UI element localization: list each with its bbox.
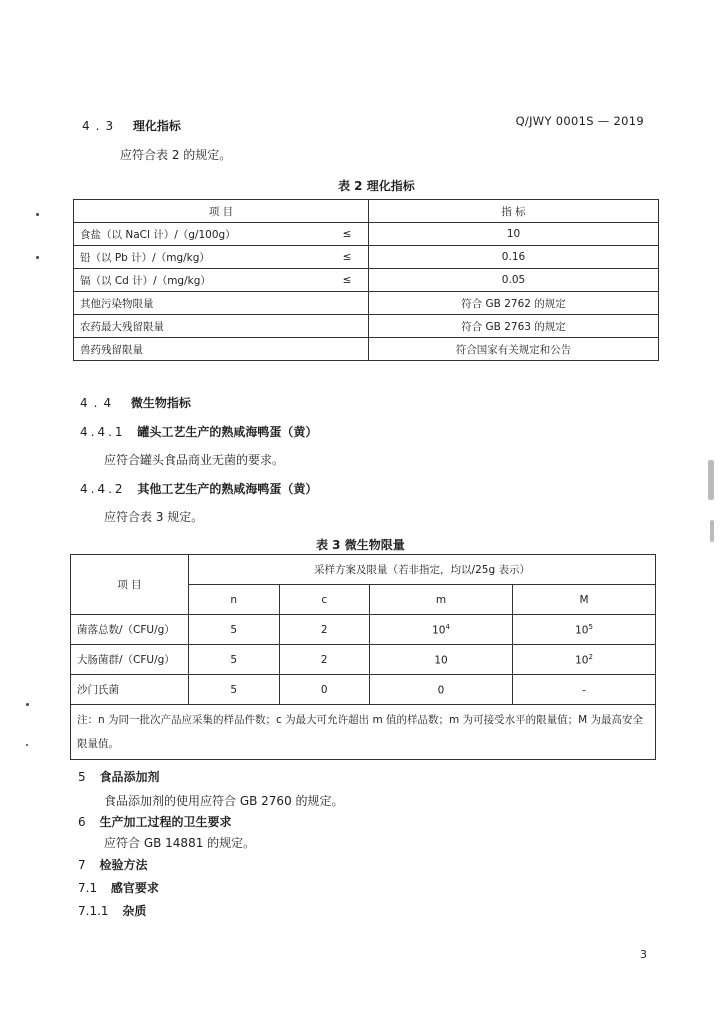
col-n: n <box>189 585 280 615</box>
section-7-1-1-heading <box>78 902 146 919</box>
section-number: 4.4 <box>80 396 118 410</box>
row-value: 0.05 <box>369 269 659 292</box>
row-op: ≤ <box>326 223 369 246</box>
M-exponent: 2 <box>588 652 593 661</box>
header-item: 项 目 <box>74 200 369 223</box>
section-title: 检验方法 <box>99 858 148 872</box>
section-4-3-body: 应符合表 2 的规定。 <box>120 148 232 162</box>
row-item: 其他污染物限量 <box>74 292 327 315</box>
row-c: 2 <box>279 615 370 645</box>
section-7-heading <box>78 856 147 873</box>
row-item: 镉（以 Cd 计）/（mg/kg） <box>74 269 327 292</box>
m-base: 0 <box>437 684 445 697</box>
row-m <box>370 675 513 705</box>
row-M <box>513 615 656 645</box>
table-header-row <box>71 555 656 585</box>
section-title: 微生物指标 <box>130 396 191 410</box>
table-row <box>74 269 659 292</box>
section-4-3-heading <box>82 117 181 134</box>
row-item: 食盐（以 NaCl 计）/（g/100g） <box>74 223 327 246</box>
section-title: 其他工艺生产的熟咸海鸭蛋（黄） <box>137 482 318 496</box>
section-6-body: 应符合 GB 14881 的规定。 <box>104 836 256 850</box>
row-op: ≤ <box>326 246 369 269</box>
table3-microbial-limits <box>70 554 656 760</box>
section-title: 生产加工过程的卫生要求 <box>99 815 232 829</box>
col-c: c <box>279 585 370 615</box>
row-c: 0 <box>279 675 370 705</box>
row-M <box>513 675 656 705</box>
table-note-row <box>71 705 656 760</box>
section-4-4-2-body: 应符合表 3 规定。 <box>104 510 204 524</box>
M-base: 10 <box>575 654 589 667</box>
scan-speck <box>36 256 39 259</box>
row-value: 符合 GB 2762 的规定 <box>369 292 659 315</box>
scan-speck <box>26 744 28 746</box>
row-item: 铅（以 Pb 计）/（mg/kg） <box>74 246 327 269</box>
header-item: 项 目 <box>71 555 189 615</box>
section-7-1-heading <box>78 879 159 896</box>
section-5-heading <box>78 768 159 785</box>
row-op <box>326 315 369 338</box>
col-m: m <box>370 585 513 615</box>
row-item: 沙门氏菌 <box>71 675 189 705</box>
table2-physicochemical <box>73 199 659 361</box>
section-title: 杂质 <box>122 904 147 918</box>
m-base: 10 <box>434 654 448 667</box>
M-exponent: 5 <box>588 622 593 631</box>
row-value: 0.16 <box>369 246 659 269</box>
table-row <box>71 645 656 675</box>
m-exponent: 4 <box>445 622 450 631</box>
section-6-heading <box>78 813 231 830</box>
table-note: 注：n 为同一批次产品应采集的样品件数；c 为最大可允许超出 m 值的样品数；m 为可接受水平的限量值；M 为最高安全限量值。 <box>71 705 656 760</box>
section-title: 食品添加剂 <box>99 770 160 784</box>
scan-speck <box>710 520 714 542</box>
section-4-4-heading <box>80 394 191 411</box>
section-title: 理化指标 <box>132 119 181 133</box>
header-sampling-plan: 采样方案及限量（若非指定，均以/25g 表示） <box>189 555 656 585</box>
page-number: 3 <box>640 948 647 961</box>
m-base: 10 <box>432 624 446 637</box>
table-row <box>71 615 656 645</box>
section-number: 5 <box>78 770 86 784</box>
row-value: 符合国家有关规定和公告 <box>369 338 659 361</box>
row-M <box>513 645 656 675</box>
table-row <box>74 292 659 315</box>
section-5-body: 食品添加剂的使用应符合 GB 2760 的规定。 <box>104 794 344 808</box>
section-number: 7.1 <box>78 881 98 895</box>
section-4-4-1-heading <box>80 423 317 440</box>
table-row <box>74 246 659 269</box>
row-item: 菌落总数/（CFU/g） <box>71 615 189 645</box>
row-op <box>326 338 369 361</box>
row-op <box>326 292 369 315</box>
table-header-row <box>74 200 659 223</box>
scan-speck <box>708 460 714 500</box>
row-m <box>370 615 513 645</box>
section-title: 罐头工艺生产的熟咸海鸭蛋（黄） <box>137 425 318 439</box>
section-number: 7 <box>78 858 86 872</box>
row-n: 5 <box>189 645 280 675</box>
header-value: 指 标 <box>369 200 659 223</box>
col-M: M <box>513 585 656 615</box>
M-base: - <box>582 684 586 697</box>
row-item: 兽药残留限量 <box>74 338 327 361</box>
scan-speck <box>36 213 39 216</box>
row-m <box>370 645 513 675</box>
row-op: ≤ <box>326 269 369 292</box>
scan-speck <box>26 703 29 706</box>
section-title: 感官要求 <box>110 881 159 895</box>
row-value: 10 <box>369 223 659 246</box>
table3-caption: 表 3 微生物限量 <box>316 538 405 552</box>
standard-number: Q/JWY 0001S — 2019 <box>515 114 644 128</box>
table-row <box>74 315 659 338</box>
section-4-4-2-heading <box>80 480 317 497</box>
row-n: 5 <box>189 675 280 705</box>
row-c: 2 <box>279 645 370 675</box>
section-number: 4.4.2 <box>80 482 126 496</box>
table2-caption: 表 2 理化指标 <box>338 179 415 193</box>
section-number: 4.4.1 <box>80 425 126 439</box>
section-number: 6 <box>78 815 86 829</box>
row-value: 符合 GB 2763 的规定 <box>369 315 659 338</box>
section-number: 4.3 <box>82 119 120 133</box>
section-number: 7.1.1 <box>78 904 109 918</box>
section-4-4-1-body: 应符合罐头食品商业无菌的要求。 <box>104 453 285 467</box>
row-item: 大肠菌群/（CFU/g） <box>71 645 189 675</box>
table-row <box>74 338 659 361</box>
table-row <box>71 675 656 705</box>
row-n: 5 <box>189 615 280 645</box>
M-base: 10 <box>575 624 589 637</box>
row-item: 农药最大残留限量 <box>74 315 327 338</box>
table-row <box>74 223 659 246</box>
